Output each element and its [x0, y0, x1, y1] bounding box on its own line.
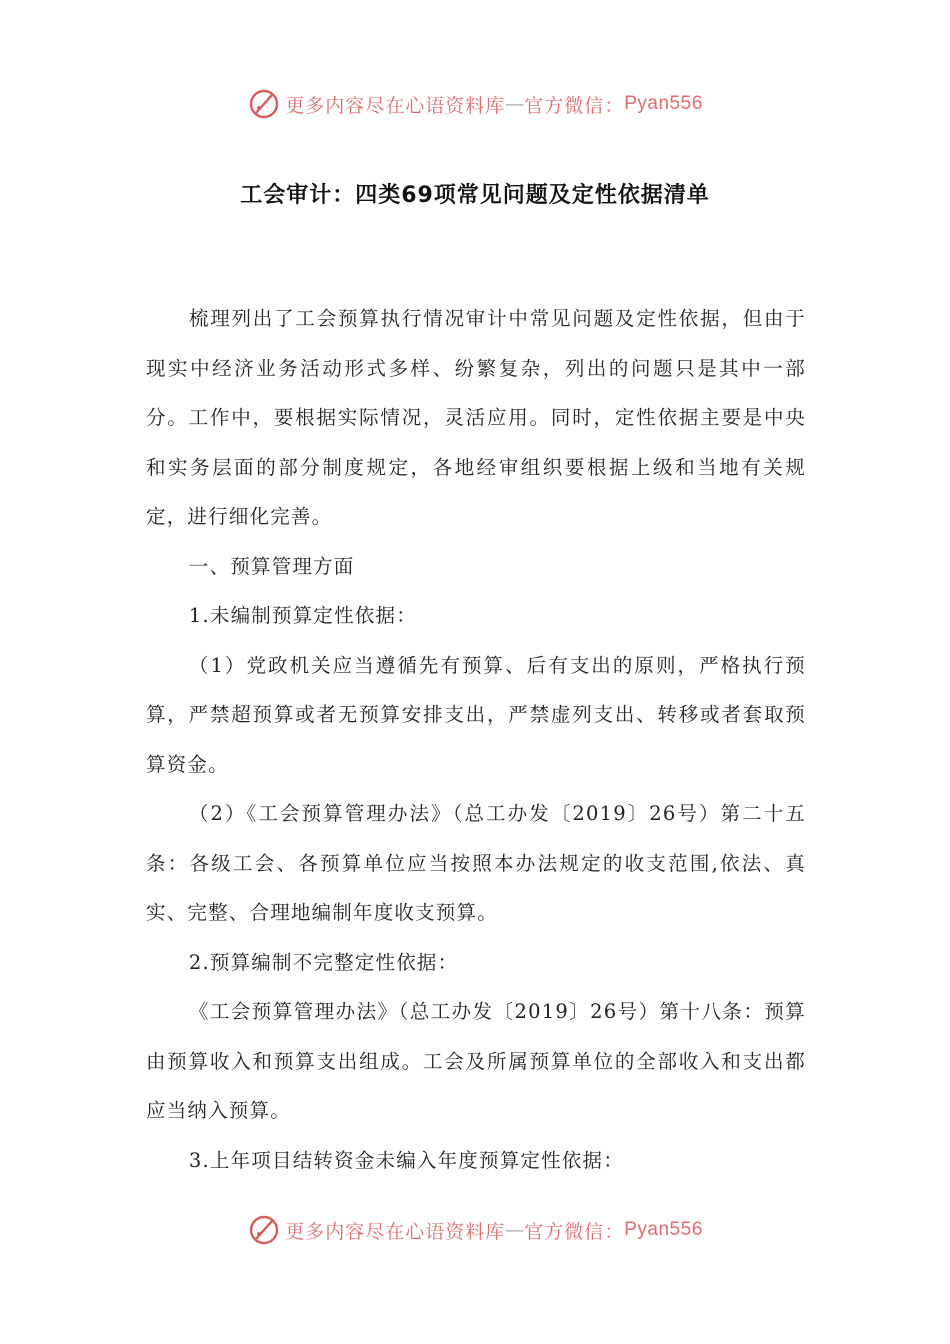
item-heading-2: 2.预算编制不完整定性依据： — [188, 950, 459, 974]
watermark-text: 更多内容尽在心语资料库 — [285, 1220, 506, 1243]
item-heading-3: 3.上年项目结转资金未编入年度预算定性依据： — [188, 1148, 624, 1172]
watermark-separator: — — [505, 93, 525, 115]
quill-logo-icon — [247, 87, 281, 121]
item-heading-1: 1.未编制预算定性依据： — [188, 604, 417, 627]
document-title: 工会审计：四类69项常见问题及定性依据清单 — [240, 183, 710, 208]
intro-paragraph: 梳理列出了工会预算执行情况审计中常见问题及定性依据，但由于现实中经济业务活动形式多样、纷繁复杂，列出的问题只是其中一部分。工作中，要根据实际情况，灵活应用。同时，定性依据主要是中央和实务层面的部分制度规定，各地经审组织要根据上级和当地有关规定，进行细化完善。 — [146, 307, 806, 528]
watermark-header — [0, 84, 950, 124]
watermark-separator: — — [505, 1219, 525, 1241]
section-heading-budget: 一、预算管理方面 — [188, 554, 355, 578]
watermark-official: 官方微信： — [524, 1220, 625, 1243]
item-2-basis: 《工会预算管理办法》（总工办发〔2019〕26号）第十八条：预算由预算收入和预算支出组成。工会及所属预算单位的全部收入和支出都应当纳入预算。 — [146, 1000, 806, 1122]
watermark-footer — [0, 1210, 950, 1250]
item-1-basis-1: （1）党政机关应当遵循先有预算、后有支出的原则，严格执行预算，严禁超预算或者无预算安排支出，严禁虚列支出、转移或者套取预算资金。 — [146, 653, 806, 776]
watermark-text: 更多内容尽在心语资料库 — [285, 94, 506, 117]
document-body — [146, 294, 806, 1185]
watermark-id: Pyan556 — [624, 93, 703, 114]
watermark-id: Pyan556 — [624, 1219, 703, 1240]
item-1-basis-2: （2）《工会预算管理办法》（总工办发〔2019〕26号）第二十五条：各级工会、各预算单位应当按照本办法规定的收支范围,依法、真实、完整、合理地编制年度收支预算。 — [146, 802, 806, 924]
quill-logo-icon — [247, 1213, 281, 1247]
watermark-official: 官方微信： — [524, 94, 625, 117]
